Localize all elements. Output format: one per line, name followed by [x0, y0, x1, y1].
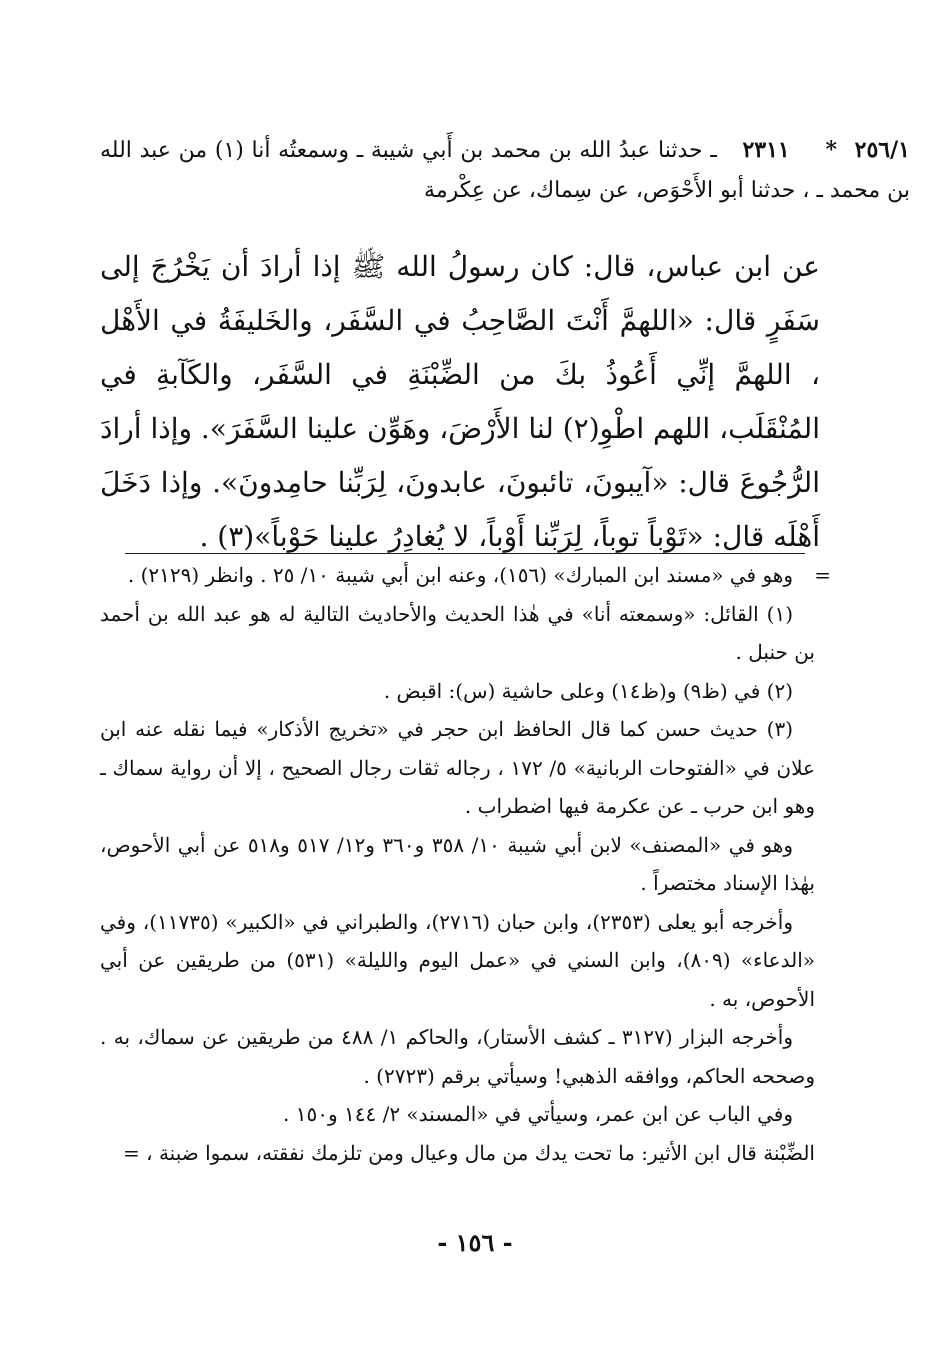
- footnote-takhrij: وأخرجه أبو يعلى (٢٣٥٣)، وابن حبان (٢٧١٦)، والطبراني في «الكبير» (١١٧٣٥)، وفي «الدعاء» (٨٠٩)، وابن السني في «عمل اليوم والليلة» (٥٣١) من طريقين عن أبي الأحوص، به .: [100, 909, 815, 1011]
- footnote-dibna: الضِّبْنة قال ابن الأثير: ما تحت يدك من مال وعيال ومن تلزمك نفقته، سموا ضبنة ، =: [123, 1140, 815, 1165]
- hadith-reference: ٢٥٦/١: [854, 137, 910, 163]
- page-number: - ١٥٦ -: [437, 1228, 513, 1257]
- footnote-musannaf: وهو في «المصنف» لابن أبي شيبة ١٠/ ٣٥٨ و٣٦٠ و١٢/ ٥١٧ و٥١٨ عن أبي الأحوص، بهٰذا الإسناد مختصراً .: [100, 832, 815, 895]
- isnad-paragraph: [100, 130, 910, 211]
- footnote-1: (١) القائل: «وسمعته أنا» في هٰذا الحديث والأحاديث التالية له هو عبد الله بن أحمد بن حنبل .: [100, 601, 815, 664]
- hadith-number: ٢٣١١: [742, 137, 790, 163]
- footnote-continuation-text: وهو في «مسند ابن المبارك» (١٥٦)، وعنه ابن أبي شيبة ١٠/ ٢٥ . وانظر (٢١٢٩) .: [127, 563, 793, 587]
- footnote-continuation: [100, 556, 831, 595]
- star-marker: *: [825, 137, 837, 163]
- matn-paragraph: عن ابن عباس، قال: كان رسولُ الله ﷺ إذا أرادَ أن يَخْرُجَ إلى سَفَرٍ قال: «اللهمَّ أَنْتَ الصَّاحِبُ في السَّفَر، والخَليفَةُ في الأَهْل ، اللهمَّ إنِّي أَعُوذُ بكَ من الضِّبْنَةِ في السَّفَر، والكَآبةِ في المُنْقَلَب، اللهم اطْوِ(٢) لنا الأَرْضَ، وهَوِّن علينا السَّفَرَ». وإذا أرادَ الرُّجُوعَ قال: «آيبونَ، تائبونَ، عابدونَ، لِرَبِّنا حامِدونَ». وإذا دَخَلَ أَهْلَه قال: «تَوْباً توباً، لِرَبِّنا أَوْباً، لا يُغادِرُ علينا حَوْباً»(٣) .: [100, 250, 820, 553]
- footnote-bazzar: وأخرجه البزار (٣١٢٧ ـ كشف الأستار)، والحاكم ١/ ٤٨٨ من طريقين عن سماك، به . وصححه الحاكم، ووافقه الذهبي! وسيأتي برقم (٢٧٢٣) .: [100, 1025, 815, 1088]
- footnote-2: (٢) في (ظ٩) و(ظ١٤) وعلى حاشية (س): اقبض .: [383, 678, 793, 703]
- isnad-text: ـ حدثنا عبدُ الله بن محمد بن أَبي شيبة ـ وسمعتُه أنا (١) من عبد الله بن محمد ـ ، حدثنا أبو الأَحْوَص، عن سِماك، عن عِكْرمة: [100, 138, 910, 203]
- footnotes-section: [100, 556, 831, 1172]
- footnote-bab: وفي الباب عن ابن عمر، وسيأتي في «المسند» ٢/ ١٤٤ و١٥٠ .: [283, 1102, 793, 1126]
- continuation-mark: =: [814, 563, 831, 587]
- footnote-divider: [125, 553, 805, 554]
- footnote-3: (٣) حديث حسن كما قال الحافظ ابن حجر في «تخريج الأذكار» فيما نقله عنه ابن علان في «الفتوحات الربانية» ٥/ ١٧٢ ، رجاله ثقات رجال الصحيح ، إلا أن رواية سماك ـ وهو ابن حرب ـ عن عكرمة فيها اضطراب .: [100, 717, 815, 818]
